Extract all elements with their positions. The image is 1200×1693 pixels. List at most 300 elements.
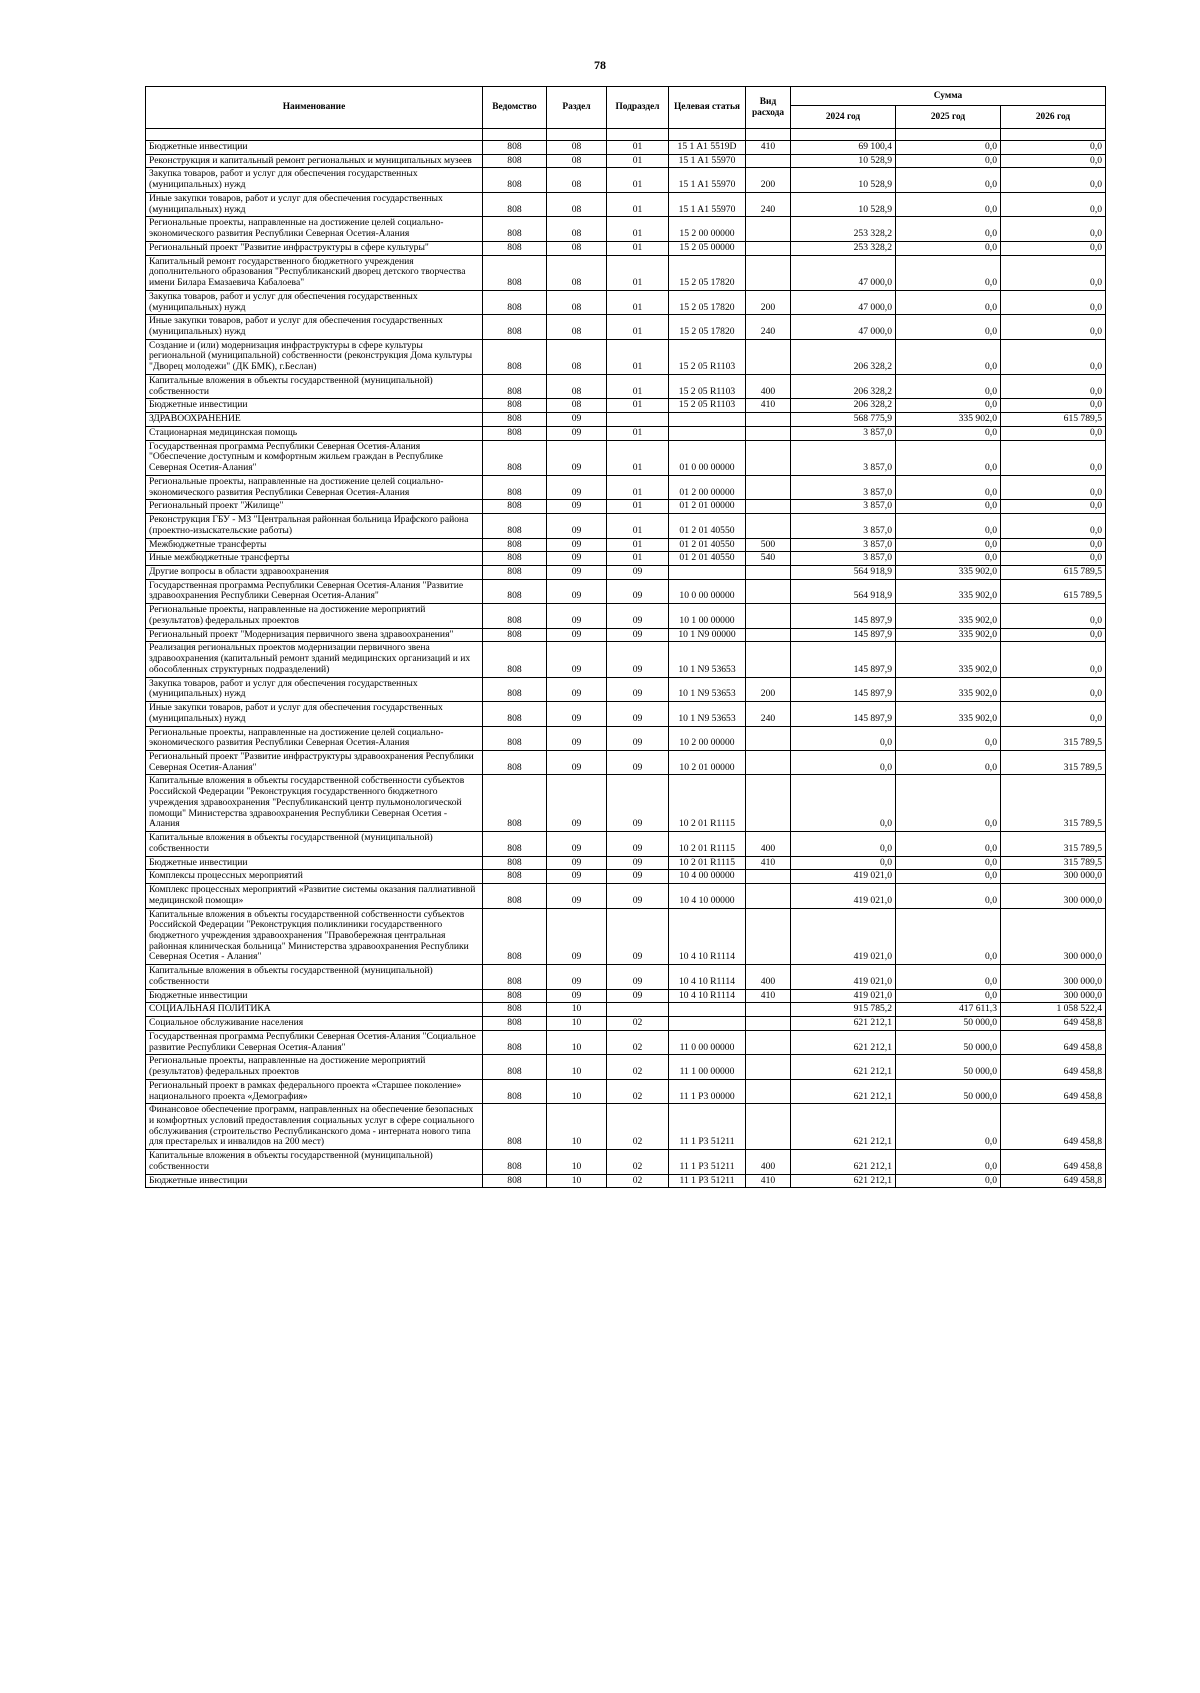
table-row: [146, 870, 1106, 884]
cell-target: 10 4 00 00000: [669, 870, 746, 884]
cell-2024: 3 857,0: [791, 500, 896, 514]
cell-name: Иные межбюджетные трансферты: [146, 552, 483, 566]
table-row: [146, 241, 1106, 255]
cell-2024: 621 212,1: [791, 1055, 896, 1079]
cell-subsection: 01: [607, 217, 669, 241]
cell-2024: 419 021,0: [791, 965, 896, 989]
cell-2026: 0,0: [1001, 628, 1106, 642]
cell-target: 15 2 05 00000: [669, 241, 746, 255]
cell-section: 08: [547, 154, 607, 168]
table-row: [146, 1174, 1106, 1188]
cell-subsection: 01: [607, 255, 669, 290]
cell-subsection: 01: [607, 426, 669, 440]
cell-expense-type: [746, 1003, 791, 1017]
cell-department: 808: [483, 677, 547, 701]
cell-expense-type: [746, 565, 791, 579]
cell-target: 10 2 01 R1115: [669, 775, 746, 832]
cell-2024: 145 897,9: [791, 604, 896, 628]
cell-target: 15 1 A1 55970: [669, 168, 746, 192]
cell-subsection: 09: [607, 908, 669, 965]
cell-expense-type: [746, 514, 791, 538]
cell-department: 808: [483, 141, 547, 155]
cell-2025: 0,0: [896, 908, 1001, 965]
cell-2024: 0,0: [791, 750, 896, 774]
cell-department: 808: [483, 832, 547, 856]
cell-expense-type: 200: [746, 677, 791, 701]
table-row: [146, 426, 1106, 440]
cell-subsection: 09: [607, 604, 669, 628]
cell-expense-type: [746, 908, 791, 965]
cell-department: 808: [483, 965, 547, 989]
cell-subsection: 09: [607, 702, 669, 726]
cell-expense-type: [746, 426, 791, 440]
cell-2025: 0,0: [896, 315, 1001, 339]
cell-2024: 10 528,9: [791, 168, 896, 192]
cell-expense-type: 410: [746, 856, 791, 870]
cell-department: 808: [483, 1104, 547, 1150]
cell-subsection: 02: [607, 1104, 669, 1150]
cell-target: 10 0 00 00000: [669, 579, 746, 603]
cell-subsection: 09: [607, 884, 669, 908]
cell-2026: 315 789,5: [1001, 832, 1106, 856]
cell-department: 808: [483, 750, 547, 774]
cell-target: [669, 565, 746, 579]
cell-name: Капитальные вложения в объекты государственной собственности субъектов Российской Федерации "Реконструкция поликлиники государственного бюджетного учреждения здравоохранения "Правобережная центральная районная клиническая больница" Министерства здравоохранения Республики Северная Осетия - Алания": [146, 908, 483, 965]
cell-section: 09: [547, 565, 607, 579]
cell-2025: 0,0: [896, 500, 1001, 514]
cell-target: [669, 1003, 746, 1017]
cell-section: 08: [547, 255, 607, 290]
cell-section: 09: [547, 884, 607, 908]
cell-section: 09: [547, 775, 607, 832]
cell-target: [669, 413, 746, 427]
cell-2025: 50 000,0: [896, 1055, 1001, 1079]
cell-section: 09: [547, 579, 607, 603]
cell-subsection: 01: [607, 475, 669, 499]
cell-2025: 0,0: [896, 399, 1001, 413]
cell-subsection: 01: [607, 500, 669, 514]
header-section: Раздел: [547, 87, 607, 129]
cell-section: 09: [547, 642, 607, 677]
cell-name: Региональные проекты, направленные на достижение целей социально-экономического развития Республики Северная Осетия-Алания: [146, 217, 483, 241]
cell-target: [669, 426, 746, 440]
cell-2024: 69 100,4: [791, 141, 896, 155]
table-row: [146, 1079, 1106, 1103]
table-row: [146, 579, 1106, 603]
cell-department: 808: [483, 500, 547, 514]
cell-target: 11 1 00 00000: [669, 1055, 746, 1079]
cell-name: Реконструкция ГБУ - МЗ "Центральная районная больница Ирафского района (проектно-изыскательские работы): [146, 514, 483, 538]
cell-2026: 300 000,0: [1001, 965, 1106, 989]
table-row: [146, 339, 1106, 374]
cell-section: 10: [547, 1150, 607, 1174]
cell-expense-type: [746, 500, 791, 514]
cell-2025: 50 000,0: [896, 1017, 1001, 1031]
cell-2026: 0,0: [1001, 440, 1106, 475]
cell-name: Региональный проект "Развитие инфраструктуры в сфере культуры": [146, 241, 483, 255]
cell-2025: 0,0: [896, 1174, 1001, 1188]
cell-2025: 335 902,0: [896, 413, 1001, 427]
cell-target: 15 2 05 17820: [669, 315, 746, 339]
table-row: [146, 255, 1106, 290]
cell-target: 10 4 10 R1114: [669, 989, 746, 1003]
cell-name: Межбюджетные трансферты: [146, 538, 483, 552]
cell-2024: 47 000,0: [791, 290, 896, 314]
cell-2025: 0,0: [896, 870, 1001, 884]
cell-2026: 649 458,8: [1001, 1055, 1106, 1079]
cell-2024: 0,0: [791, 775, 896, 832]
cell-2024: 3 857,0: [791, 538, 896, 552]
cell-2024: 3 857,0: [791, 475, 896, 499]
cell-2024: 419 021,0: [791, 989, 896, 1003]
cell-subsection: 09: [607, 775, 669, 832]
cell-2026: 0,0: [1001, 500, 1106, 514]
cell-2025: 0,0: [896, 290, 1001, 314]
cell-2026: 649 458,8: [1001, 1104, 1106, 1150]
table-row: [146, 856, 1106, 870]
cell-department: 808: [483, 1055, 547, 1079]
cell-section: 08: [547, 374, 607, 398]
cell-expense-type: [746, 339, 791, 374]
cell-2025: 0,0: [896, 374, 1001, 398]
cell-subsection: 01: [607, 399, 669, 413]
table-row: [146, 884, 1106, 908]
cell-name: Бюджетные инвестиции: [146, 141, 483, 155]
cell-name: Региональный проект "Модернизация первичного звена здравоохранения": [146, 628, 483, 642]
cell-section: 09: [547, 514, 607, 538]
cell-expense-type: [746, 217, 791, 241]
table-row: [146, 832, 1106, 856]
cell-target: 01 2 01 40550: [669, 514, 746, 538]
cell-2026: 649 458,8: [1001, 1079, 1106, 1103]
cell-department: 808: [483, 726, 547, 750]
cell-name: СОЦИАЛЬНАЯ ПОЛИТИКА: [146, 1003, 483, 1017]
cell-department: 808: [483, 775, 547, 832]
cell-target: 10 1 N9 53653: [669, 677, 746, 701]
cell-department: 808: [483, 565, 547, 579]
cell-2025: 335 902,0: [896, 642, 1001, 677]
cell-2025: 417 611,3: [896, 1003, 1001, 1017]
table-row: [146, 514, 1106, 538]
cell-2026: 615 789,5: [1001, 565, 1106, 579]
table-row: [146, 677, 1106, 701]
table-row: [146, 1150, 1106, 1174]
cell-expense-type: [746, 775, 791, 832]
cell-target: 11 1 P3 51211: [669, 1104, 746, 1150]
cell-2026: 300 000,0: [1001, 870, 1106, 884]
cell-subsection: 01: [607, 440, 669, 475]
cell-name: Капитальные вложения в объекты государственной (муниципальной) собственности: [146, 374, 483, 398]
cell-subsection: 09: [607, 832, 669, 856]
table-row: [146, 538, 1106, 552]
header-expense-type: Вид расхода: [746, 87, 791, 129]
cell-name: Реконструкция и капитальный ремонт региональных и муниципальных музеев: [146, 154, 483, 168]
cell-department: 808: [483, 856, 547, 870]
budget-table: [145, 86, 1106, 1188]
cell-section: 10: [547, 1017, 607, 1031]
cell-2026: 300 000,0: [1001, 908, 1106, 965]
cell-expense-type: [746, 750, 791, 774]
cell-section: 09: [547, 677, 607, 701]
cell-expense-type: 410: [746, 1174, 791, 1188]
cell-2025: 335 902,0: [896, 628, 1001, 642]
cell-2024: 621 212,1: [791, 1104, 896, 1150]
cell-subsection: 01: [607, 241, 669, 255]
cell-target: 01 2 00 00000: [669, 475, 746, 499]
cell-section: 08: [547, 217, 607, 241]
table-header: [146, 87, 1106, 129]
page-number: 78: [594, 58, 606, 72]
cell-name: Закупка товаров, работ и услуг для обеспечения государственных (муниципальных) нужд: [146, 168, 483, 192]
cell-name: Капитальные вложения в объекты государственной (муниципальной) собственности: [146, 965, 483, 989]
cell-name: Региональный проект в рамках федерального проекта «Старшее поколение» национального проекта «Демография»: [146, 1079, 483, 1103]
cell-section: 08: [547, 290, 607, 314]
cell-expense-type: [746, 1030, 791, 1054]
table-row: [146, 399, 1106, 413]
cell-2026: 300 000,0: [1001, 989, 1106, 1003]
cell-department: 808: [483, 192, 547, 216]
cell-2026: 615 789,5: [1001, 413, 1106, 427]
cell-2024: 419 021,0: [791, 908, 896, 965]
cell-section: 08: [547, 339, 607, 374]
cell-department: 808: [483, 1017, 547, 1031]
cell-expense-type: [746, 475, 791, 499]
table-row: [146, 989, 1106, 1003]
cell-2026: 649 458,8: [1001, 1174, 1106, 1188]
cell-section: 10: [547, 1104, 607, 1150]
cell-target: 11 1 P3 51211: [669, 1174, 746, 1188]
cell-section: 09: [547, 989, 607, 1003]
header-department: Ведомство: [483, 87, 547, 129]
cell-expense-type: [746, 1104, 791, 1150]
cell-department: 808: [483, 579, 547, 603]
cell-section: 08: [547, 168, 607, 192]
cell-expense-type: 410: [746, 399, 791, 413]
cell-2025: 0,0: [896, 726, 1001, 750]
table-row: [146, 500, 1106, 514]
cell-section: 09: [547, 832, 607, 856]
table-row: [146, 642, 1106, 677]
cell-2025: 335 902,0: [896, 565, 1001, 579]
cell-department: 808: [483, 399, 547, 413]
cell-2024: 0,0: [791, 832, 896, 856]
cell-2024: 621 212,1: [791, 1017, 896, 1031]
cell-name: Бюджетные инвестиции: [146, 399, 483, 413]
cell-section: 09: [547, 908, 607, 965]
cell-expense-type: 400: [746, 374, 791, 398]
cell-department: 808: [483, 604, 547, 628]
cell-target: 15 2 05 17820: [669, 255, 746, 290]
cell-name: Закупка товаров, работ и услуг для обеспечения государственных (муниципальных) нужд: [146, 677, 483, 701]
cell-2025: 335 902,0: [896, 702, 1001, 726]
cell-2025: 0,0: [896, 141, 1001, 155]
header-2026: 2026 год: [1001, 106, 1106, 129]
cell-expense-type: 240: [746, 315, 791, 339]
cell-name: Создание и (или) модернизация инфраструктуры в сфере культуры региональной (муниципальной) собственности (реконструкция Дома культуры "Дворец молодежи" (ДК БМК), г.Беслан): [146, 339, 483, 374]
cell-name: Капитальные вложения в объекты государственной собственности субъектов Российской Федерации "Реконструкция государственного бюджетного учреждения здравоохранения "Республиканский центр пульмонологической помощи" Министерства здравоохранения Республики Северная Осетия - Алания: [146, 775, 483, 832]
cell-2024: 564 918,9: [791, 565, 896, 579]
cell-target: 10 2 01 R1115: [669, 832, 746, 856]
cell-department: 808: [483, 413, 547, 427]
header-spacer: [146, 129, 1106, 141]
table-row: [146, 628, 1106, 642]
cell-section: 09: [547, 440, 607, 475]
cell-2026: 315 789,5: [1001, 856, 1106, 870]
cell-name: Социальное обслуживание населения: [146, 1017, 483, 1031]
cell-department: 808: [483, 514, 547, 538]
cell-2025: 0,0: [896, 514, 1001, 538]
cell-2025: 0,0: [896, 475, 1001, 499]
cell-name: Региональные проекты, направленные на достижение целей социально-экономического развития Республики Северная Осетия-Алания: [146, 475, 483, 499]
cell-2024: 419 021,0: [791, 884, 896, 908]
cell-subsection: 01: [607, 141, 669, 155]
cell-2026: 649 458,8: [1001, 1150, 1106, 1174]
table-row: [146, 475, 1106, 499]
cell-subsection: 09: [607, 628, 669, 642]
table-row: [146, 1017, 1106, 1031]
cell-subsection: 09: [607, 989, 669, 1003]
cell-subsection: 09: [607, 642, 669, 677]
cell-expense-type: [746, 440, 791, 475]
cell-department: 808: [483, 1079, 547, 1103]
cell-target: 10 2 01 R1115: [669, 856, 746, 870]
cell-2025: 0,0: [896, 775, 1001, 832]
cell-2025: 0,0: [896, 255, 1001, 290]
cell-2026: 0,0: [1001, 374, 1106, 398]
cell-department: 808: [483, 475, 547, 499]
cell-2024: 568 775,9: [791, 413, 896, 427]
cell-expense-type: 500: [746, 538, 791, 552]
cell-2024: 621 212,1: [791, 1030, 896, 1054]
cell-subsection: 09: [607, 565, 669, 579]
cell-expense-type: 240: [746, 702, 791, 726]
cell-expense-type: [746, 870, 791, 884]
cell-subsection: 02: [607, 1055, 669, 1079]
cell-2025: 0,0: [896, 440, 1001, 475]
cell-2026: 0,0: [1001, 538, 1106, 552]
cell-expense-type: [746, 628, 791, 642]
cell-expense-type: 400: [746, 832, 791, 856]
cell-2024: 10 528,9: [791, 154, 896, 168]
cell-department: 808: [483, 255, 547, 290]
cell-target: 15 1 A1 5519D: [669, 141, 746, 155]
cell-2026: 0,0: [1001, 702, 1106, 726]
cell-target: 01 2 01 40550: [669, 552, 746, 566]
cell-2025: 0,0: [896, 884, 1001, 908]
cell-name: Капитальный ремонт государственного бюджетного учреждения дополнительного образования "Республиканский дворец детского творчества имени Билара Емазаевича Кабалоева": [146, 255, 483, 290]
cell-department: 808: [483, 315, 547, 339]
cell-department: 808: [483, 1174, 547, 1188]
cell-section: 10: [547, 1030, 607, 1054]
cell-2026: 0,0: [1001, 217, 1106, 241]
cell-expense-type: [746, 255, 791, 290]
cell-target: 10 1 N9 53653: [669, 642, 746, 677]
table-row: [146, 604, 1106, 628]
cell-2025: 0,0: [896, 192, 1001, 216]
cell-subsection: 01: [607, 514, 669, 538]
cell-2024: 3 857,0: [791, 440, 896, 475]
cell-2024: 145 897,9: [791, 642, 896, 677]
cell-subsection: 02: [607, 1150, 669, 1174]
cell-2025: 50 000,0: [896, 1030, 1001, 1054]
cell-department: 808: [483, 538, 547, 552]
cell-name: Иные закупки товаров, работ и услуг для обеспечения государственных (муниципальных) нужд: [146, 315, 483, 339]
cell-expense-type: [746, 413, 791, 427]
cell-department: 808: [483, 702, 547, 726]
table-body: [146, 129, 1106, 1188]
cell-target: 11 1 P3 51211: [669, 1150, 746, 1174]
cell-department: 808: [483, 552, 547, 566]
cell-2025: 0,0: [896, 750, 1001, 774]
cell-department: 808: [483, 374, 547, 398]
cell-2025: 0,0: [896, 339, 1001, 374]
cell-2026: 0,0: [1001, 315, 1106, 339]
cell-subsection: 09: [607, 856, 669, 870]
cell-target: 10 4 10 R1114: [669, 965, 746, 989]
cell-department: 808: [483, 426, 547, 440]
table-row: [146, 552, 1106, 566]
table-row: [146, 1003, 1106, 1017]
cell-expense-type: 410: [746, 989, 791, 1003]
cell-2025: 0,0: [896, 241, 1001, 255]
table-row: [146, 1055, 1106, 1079]
table-row: [146, 1030, 1106, 1054]
cell-2026: 0,0: [1001, 255, 1106, 290]
cell-section: 08: [547, 399, 607, 413]
cell-2025: 0,0: [896, 1104, 1001, 1150]
cell-department: 808: [483, 989, 547, 1003]
cell-2024: 206 328,2: [791, 399, 896, 413]
cell-2025: 335 902,0: [896, 677, 1001, 701]
cell-subsection: 01: [607, 290, 669, 314]
cell-2026: 0,0: [1001, 514, 1106, 538]
cell-department: 808: [483, 154, 547, 168]
cell-name: Иные закупки товаров, работ и услуг для обеспечения государственных (муниципальных) нужд: [146, 702, 483, 726]
cell-section: 09: [547, 426, 607, 440]
cell-target: 10 4 10 R1114: [669, 908, 746, 965]
cell-target: 15 2 05 17820: [669, 290, 746, 314]
table-row: [146, 192, 1106, 216]
cell-target: 15 2 00 00000: [669, 217, 746, 241]
cell-2026: 0,0: [1001, 677, 1106, 701]
cell-subsection: 01: [607, 374, 669, 398]
table-row: [146, 168, 1106, 192]
cell-2026: 0,0: [1001, 290, 1106, 314]
table-row: [146, 290, 1106, 314]
cell-2024: 419 021,0: [791, 870, 896, 884]
cell-section: 09: [547, 475, 607, 499]
cell-2026: 0,0: [1001, 241, 1106, 255]
cell-target: 15 1 A1 55970: [669, 192, 746, 216]
cell-section: 09: [547, 726, 607, 750]
cell-2024: 47 000,0: [791, 255, 896, 290]
cell-department: 808: [483, 884, 547, 908]
cell-2025: 0,0: [896, 856, 1001, 870]
cell-section: 09: [547, 750, 607, 774]
cell-department: 808: [483, 241, 547, 255]
cell-department: 808: [483, 1150, 547, 1174]
cell-2024: 47 000,0: [791, 315, 896, 339]
cell-2026: 315 789,5: [1001, 726, 1106, 750]
cell-2024: 3 857,0: [791, 426, 896, 440]
cell-target: 01 2 01 40550: [669, 538, 746, 552]
cell-name: Комплексы процессных мероприятий: [146, 870, 483, 884]
cell-subsection: 01: [607, 154, 669, 168]
cell-2024: 10 528,9: [791, 192, 896, 216]
cell-2025: 0,0: [896, 989, 1001, 1003]
cell-name: Государственная программа Республики Северная Осетия-Алания "Обеспечение доступным и комфортным жильем граждан в Республике Северная Осетия-Алания": [146, 440, 483, 475]
cell-subsection: [607, 413, 669, 427]
